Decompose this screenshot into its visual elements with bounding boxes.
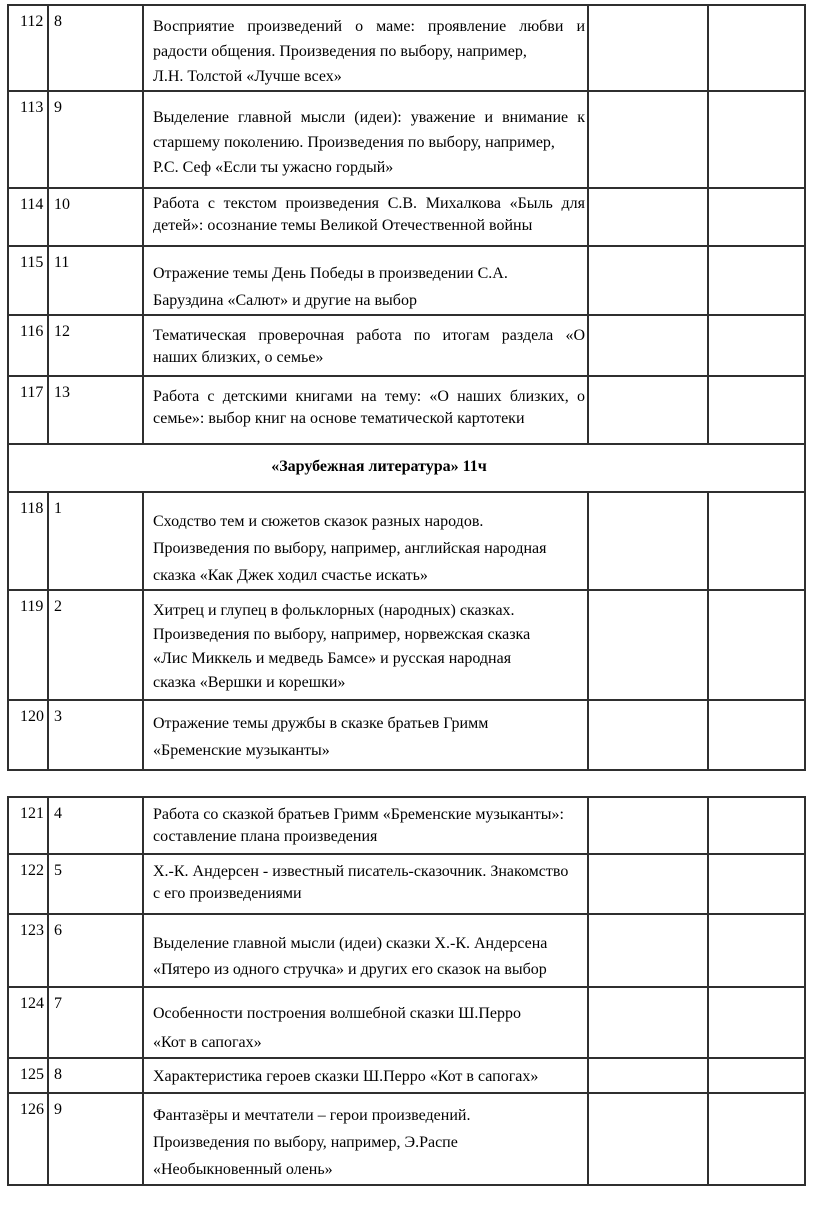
lesson-topic-cell bbox=[143, 246, 588, 315]
lesson-topic-line: Произведения по выбору, например, норвежская сказка bbox=[153, 626, 531, 643]
table-row bbox=[8, 5, 805, 91]
lesson-topic-cell bbox=[143, 1058, 588, 1093]
empty-cell bbox=[708, 376, 805, 444]
empty-cell bbox=[708, 797, 805, 854]
lesson-topic-line: «Бременские музыканты» bbox=[153, 742, 330, 759]
curriculum-table-2 bbox=[7, 796, 806, 1186]
lesson-topic-line: Р.С. Сеф «Если ты ужасно гордый» bbox=[153, 159, 394, 176]
table-row bbox=[8, 987, 805, 1058]
section-header-row bbox=[8, 444, 805, 492]
lesson-number-cell: 8 bbox=[48, 1058, 143, 1093]
table-row bbox=[8, 1093, 805, 1185]
table-row bbox=[8, 700, 805, 770]
lesson-number-cell: 6 bbox=[48, 914, 143, 987]
row-number-cell: 116 bbox=[8, 315, 48, 376]
row-number-cell: 117 bbox=[8, 376, 48, 444]
table-row bbox=[8, 1058, 805, 1093]
lesson-number-cell: 8 bbox=[48, 5, 143, 91]
empty-cell bbox=[708, 91, 805, 188]
lesson-topic-cell bbox=[143, 914, 588, 987]
lesson-topic-cell bbox=[143, 5, 588, 91]
row-number-cell: 115 bbox=[8, 246, 48, 315]
row-number-cell: 120 bbox=[8, 700, 48, 770]
empty-cell bbox=[588, 188, 708, 246]
empty-cell bbox=[708, 914, 805, 987]
empty-cell bbox=[708, 5, 805, 91]
table-row bbox=[8, 854, 805, 914]
empty-cell bbox=[708, 854, 805, 914]
lesson-topic-line: Выделение главной мысли (идеи) сказки Х.-К. Андерсена bbox=[153, 935, 548, 952]
lesson-topic-line: радости общения. Произведения по выбору, например, bbox=[153, 43, 527, 60]
lesson-number-cell: 13 bbox=[48, 376, 143, 444]
lesson-topic-line: «Лис Миккель и медведь Бамсе» и русская народная bbox=[153, 650, 512, 667]
empty-cell bbox=[588, 315, 708, 376]
lesson-topic-cell bbox=[143, 987, 588, 1058]
lesson-number-cell: 9 bbox=[48, 1093, 143, 1185]
table-row bbox=[8, 492, 805, 590]
lesson-topic-line: Работа с текстом произведения С.В. Михалкова «Быль для bbox=[153, 195, 585, 212]
lesson-topic-line: Сходство тем и сюжетов сказок разных народов. bbox=[153, 513, 484, 530]
document-page bbox=[0, 4, 816, 1219]
lesson-number-cell: 1 bbox=[48, 492, 143, 590]
table-row bbox=[8, 797, 805, 854]
lesson-topic-line: Особенности построения волшебной сказки Ш.Перро bbox=[153, 1005, 521, 1022]
lesson-number-cell: 10 bbox=[48, 188, 143, 246]
row-number-cell: 125 bbox=[8, 1058, 48, 1093]
lesson-topic-cell bbox=[143, 1093, 588, 1185]
lesson-topic-line: сказка «Как Джек ходил счастье искать» bbox=[153, 567, 428, 584]
lesson-number-cell: 7 bbox=[48, 987, 143, 1058]
lesson-number-cell: 12 bbox=[48, 315, 143, 376]
empty-cell bbox=[588, 492, 708, 590]
lesson-topic-line: Восприятие произведений о маме: проявление любви и bbox=[153, 18, 585, 35]
table-row bbox=[8, 376, 805, 444]
empty-cell bbox=[588, 854, 708, 914]
row-number-cell: 126 bbox=[8, 1093, 48, 1185]
lesson-topic-line: наших близких, о семье» bbox=[153, 349, 324, 366]
empty-cell bbox=[708, 315, 805, 376]
table-row bbox=[8, 914, 805, 987]
lesson-number-cell: 3 bbox=[48, 700, 143, 770]
lesson-topic-line: Хитрец и глупец в фольклорных (народных) сказках. bbox=[153, 602, 515, 619]
lesson-topic-line: Работа с детскими книгами на тему: «О наших близких, о bbox=[153, 388, 585, 405]
row-number-cell: 113 bbox=[8, 91, 48, 188]
row-number-cell: 124 bbox=[8, 987, 48, 1058]
lesson-topic-line: сказка «Вершки и корешки» bbox=[153, 674, 346, 691]
lesson-number-cell: 2 bbox=[48, 590, 143, 700]
empty-cell bbox=[588, 246, 708, 315]
lesson-topic-line: Х.-К. Андерсен - известный писатель-сказочник. Знакомство bbox=[153, 863, 569, 880]
lesson-topic-line: Тематическая проверочная работа по итогам раздела «О bbox=[153, 327, 585, 344]
lesson-topic-cell bbox=[143, 188, 588, 246]
empty-cell bbox=[588, 91, 708, 188]
lesson-topic-line: Характеристика героев сказки Ш.Перро «Кот в сапогах» bbox=[153, 1068, 539, 1085]
row-number-cell: 114 bbox=[8, 188, 48, 246]
curriculum-table-1-body bbox=[8, 5, 805, 770]
curriculum-table-1 bbox=[7, 4, 806, 771]
lesson-number-cell: 9 bbox=[48, 91, 143, 188]
curriculum-table-2-body bbox=[8, 797, 805, 1185]
lesson-topic-line: Баруздина «Салют» и другие на выбор bbox=[153, 292, 417, 309]
lesson-topic-cell bbox=[143, 376, 588, 444]
row-number-cell: 119 bbox=[8, 590, 48, 700]
lesson-topic-line: составление плана произведения bbox=[153, 828, 378, 845]
section-title-cell: «Зарубежная литература» 11ч bbox=[8, 444, 805, 492]
row-number-cell: 122 bbox=[8, 854, 48, 914]
lesson-topic-cell bbox=[143, 700, 588, 770]
empty-cell bbox=[708, 492, 805, 590]
lesson-topic-cell bbox=[143, 492, 588, 590]
lesson-topic-line: Произведения по выбору, например, Э.Распе bbox=[153, 1134, 458, 1151]
lesson-topic-line: Выделение главной мысли (идеи): уважение и внимание к bbox=[153, 109, 585, 126]
empty-cell bbox=[588, 700, 708, 770]
lesson-topic-cell bbox=[143, 91, 588, 188]
lesson-number-cell: 11 bbox=[48, 246, 143, 315]
lesson-topic-line: Отражение темы День Победы в произведении С.А. bbox=[153, 265, 508, 282]
lesson-topic-cell bbox=[143, 797, 588, 854]
lesson-topic-line: семье»: выбор книг на основе тематической картотеки bbox=[153, 410, 525, 427]
row-number-cell: 112 bbox=[8, 5, 48, 91]
lesson-topic-line: «Кот в сапогах» bbox=[153, 1034, 262, 1051]
empty-cell bbox=[708, 1058, 805, 1093]
lesson-topic-cell bbox=[143, 590, 588, 700]
empty-cell bbox=[588, 914, 708, 987]
empty-cell bbox=[708, 1093, 805, 1185]
empty-cell bbox=[708, 590, 805, 700]
empty-cell bbox=[708, 246, 805, 315]
lesson-topic-line: Работа со сказкой братьев Гримм «Бременские музыканты»: bbox=[153, 806, 564, 823]
row-number-cell: 121 bbox=[8, 797, 48, 854]
lesson-number-cell: 5 bbox=[48, 854, 143, 914]
empty-cell bbox=[588, 987, 708, 1058]
lesson-topic-cell bbox=[143, 315, 588, 376]
table-row bbox=[8, 315, 805, 376]
table-row bbox=[8, 91, 805, 188]
lesson-topic-line: детей»: осознание темы Великой Отечественной войны bbox=[153, 217, 533, 234]
lesson-topic-line: «Пятеро из одного стручка» и других его сказок на выбор bbox=[153, 961, 547, 978]
lesson-topic-line: с его произведениями bbox=[153, 885, 302, 902]
lesson-topic-line: старшему поколению. Произведения по выбору, например, bbox=[153, 134, 555, 151]
lesson-topic-line: «Необыкновенный олень» bbox=[153, 1161, 333, 1178]
table-row bbox=[8, 590, 805, 700]
table-row bbox=[8, 246, 805, 315]
lesson-topic-line: Фантазёры и мечтатели – герои произведений. bbox=[153, 1107, 471, 1124]
empty-cell bbox=[708, 700, 805, 770]
empty-cell bbox=[588, 1093, 708, 1185]
row-number-cell: 118 bbox=[8, 492, 48, 590]
lesson-topic-line: Произведения по выбору, например, английская народная bbox=[153, 540, 547, 557]
lesson-number-cell: 4 bbox=[48, 797, 143, 854]
table-row bbox=[8, 188, 805, 246]
empty-cell bbox=[588, 797, 708, 854]
empty-cell bbox=[588, 1058, 708, 1093]
empty-cell bbox=[588, 590, 708, 700]
empty-cell bbox=[708, 987, 805, 1058]
lesson-topic-line: Отражение темы дружбы в сказке братьев Гримм bbox=[153, 715, 489, 732]
lesson-topic-line: Л.Н. Толстой «Лучше всех» bbox=[153, 68, 342, 85]
empty-cell bbox=[588, 5, 708, 91]
empty-cell bbox=[708, 188, 805, 246]
empty-cell bbox=[588, 376, 708, 444]
lesson-topic-cell bbox=[143, 854, 588, 914]
row-number-cell: 123 bbox=[8, 914, 48, 987]
